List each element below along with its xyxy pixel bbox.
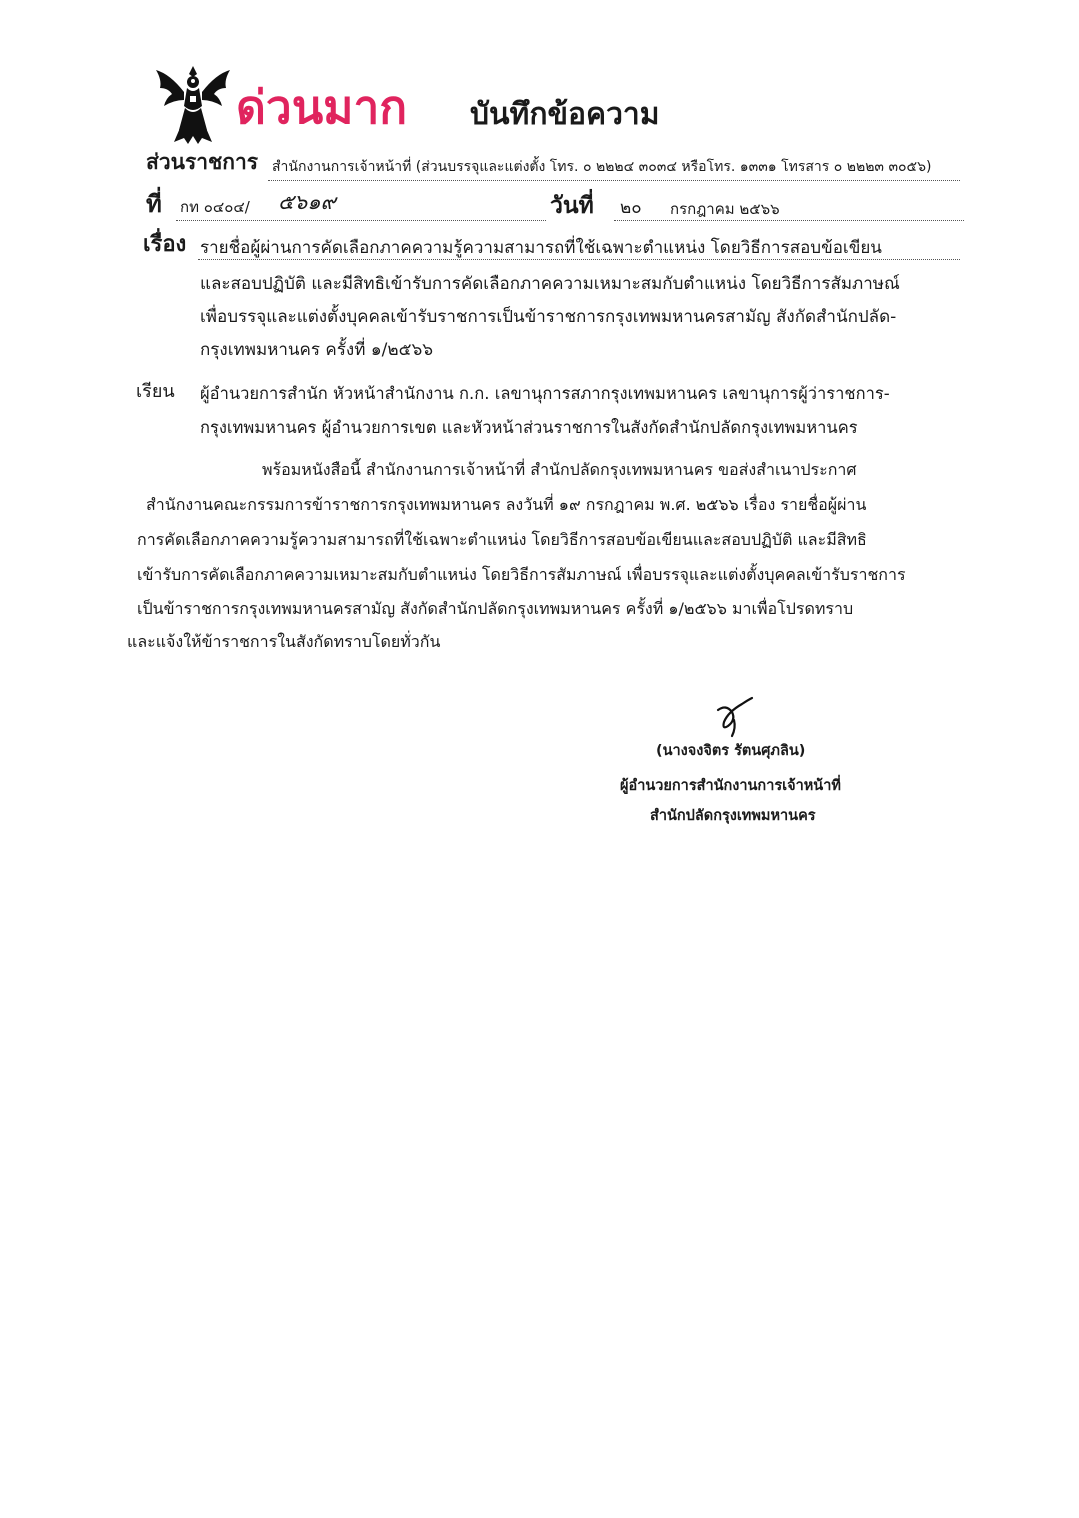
- agency-label: ส่วนราชการ: [146, 150, 259, 174]
- signer-department: สำนักปลัดกรุงเทพมหานคร: [650, 808, 816, 824]
- subject-label: เรื่อง: [143, 232, 187, 257]
- date-month-year: กรกฎาคม ๒๕๖๖: [670, 200, 780, 218]
- addressee-label: เรียน: [136, 381, 175, 402]
- subject-underline: [198, 259, 960, 260]
- date-day: ๒๐: [620, 198, 642, 218]
- agency-value: สำนักงานการเจ้าหน้าที่ (ส่วนบรรจุและแต่งตั้ง โทร. ๐ ๒๒๒๔ ๓๐๓๔ หรือโทร. ๑๓๓๑ โทรสาร ๐ ๒๒๒๓ ๓๐๕๖): [272, 159, 932, 175]
- addressee-line: กรุงเทพมหานคร ผู้อำนวยการเขต และหัวหน้าส่วนราชการในสังกัดสำนักปลัดกรุงเทพมหานคร: [200, 418, 858, 437]
- garuda-emblem-icon: [150, 62, 236, 148]
- memo-title: บันทึกข้อความ: [470, 97, 660, 132]
- reference-underline: [176, 220, 546, 221]
- signer-position: ผู้อำนวยการสำนักงานการเจ้าหน้าที่: [620, 778, 841, 794]
- agency-underline: [268, 180, 960, 181]
- addressee-line: ผู้อำนวยการสำนัก หัวหน้าสำนักงาน ก.ก. เลขานุการสภากรุงเทพมหานคร เลขานุการผู้ว่าราชการ-: [200, 384, 890, 403]
- body-line: และแจ้งให้ข้าราชการในสังกัดทราบโดยทั่วกัน: [127, 632, 441, 651]
- subject-line: กรุงเทพมหานคร ครั้งที่ ๑/๒๕๖๖: [200, 340, 434, 360]
- body-line: เป็นข้าราชการกรุงเทพมหานครสามัญ สังกัดสำนักปลัดกรุงเทพมหานคร ครั้งที่ ๑/๒๕๖๖ มาเพื่อโปรดทราบ: [137, 599, 854, 618]
- date-underline: [614, 220, 964, 221]
- handwritten-signature-icon: [712, 690, 760, 738]
- subject-line: เพื่อบรรจุและแต่งตั้งบุคคลเข้ารับราชการเป็นข้าราชการกรุงเทพมหานครสามัญ สังกัดสำนักปลัด-: [200, 307, 897, 327]
- urgency-stamp: ด่วนมาก: [236, 80, 408, 134]
- signer-name: (นางจงจิตร รัตนศุภลิน): [656, 743, 806, 759]
- reference-number: ๕๖๑๙: [278, 190, 336, 214]
- body-line: สำนักงานคณะกรรมการข้าราชการกรุงเทพมหานคร ลงวันที่ ๑๙ กรกฎาคม พ.ศ. ๒๕๖๖ เรื่อง รายชื่อผู้ผ่าน: [146, 495, 867, 514]
- reference-label: ที่: [146, 190, 162, 218]
- reference-prefix: กท ๐๔๐๔/: [180, 198, 250, 216]
- body-line: การคัดเลือกภาคความรู้ความสามารถที่ใช้เฉพาะตำแหน่ง โดยวิธีการสอบข้อเขียนและสอบปฏิบัติ และมีสิทธิ: [137, 530, 867, 549]
- subject-line: และสอบปฏิบัติ และมีสิทธิเข้ารับการคัดเลือกภาคความเหมาะสมกับตำแหน่ง โดยวิธีการสัมภาษณ์: [200, 274, 900, 294]
- body-line: พร้อมหนังสือนี้ สำนักงานการเจ้าหน้าที่ สำนักปลัดกรุงเทพมหานคร ขอส่งสำเนาประกาศ: [262, 460, 857, 479]
- body-line: เข้ารับการคัดเลือกภาคความเหมาะสมกับตำแหน่ง โดยวิธีการสัมภาษณ์ เพื่อบรรจุและแต่งตั้งบุคคลเข้ารับราชการ: [137, 565, 906, 584]
- date-label: วันที่: [550, 193, 594, 219]
- subject-line: รายชื่อผู้ผ่านการคัดเลือกภาคความรู้ความสามารถที่ใช้เฉพาะตำแหน่ง โดยวิธีการสอบข้อเขียน: [200, 238, 882, 258]
